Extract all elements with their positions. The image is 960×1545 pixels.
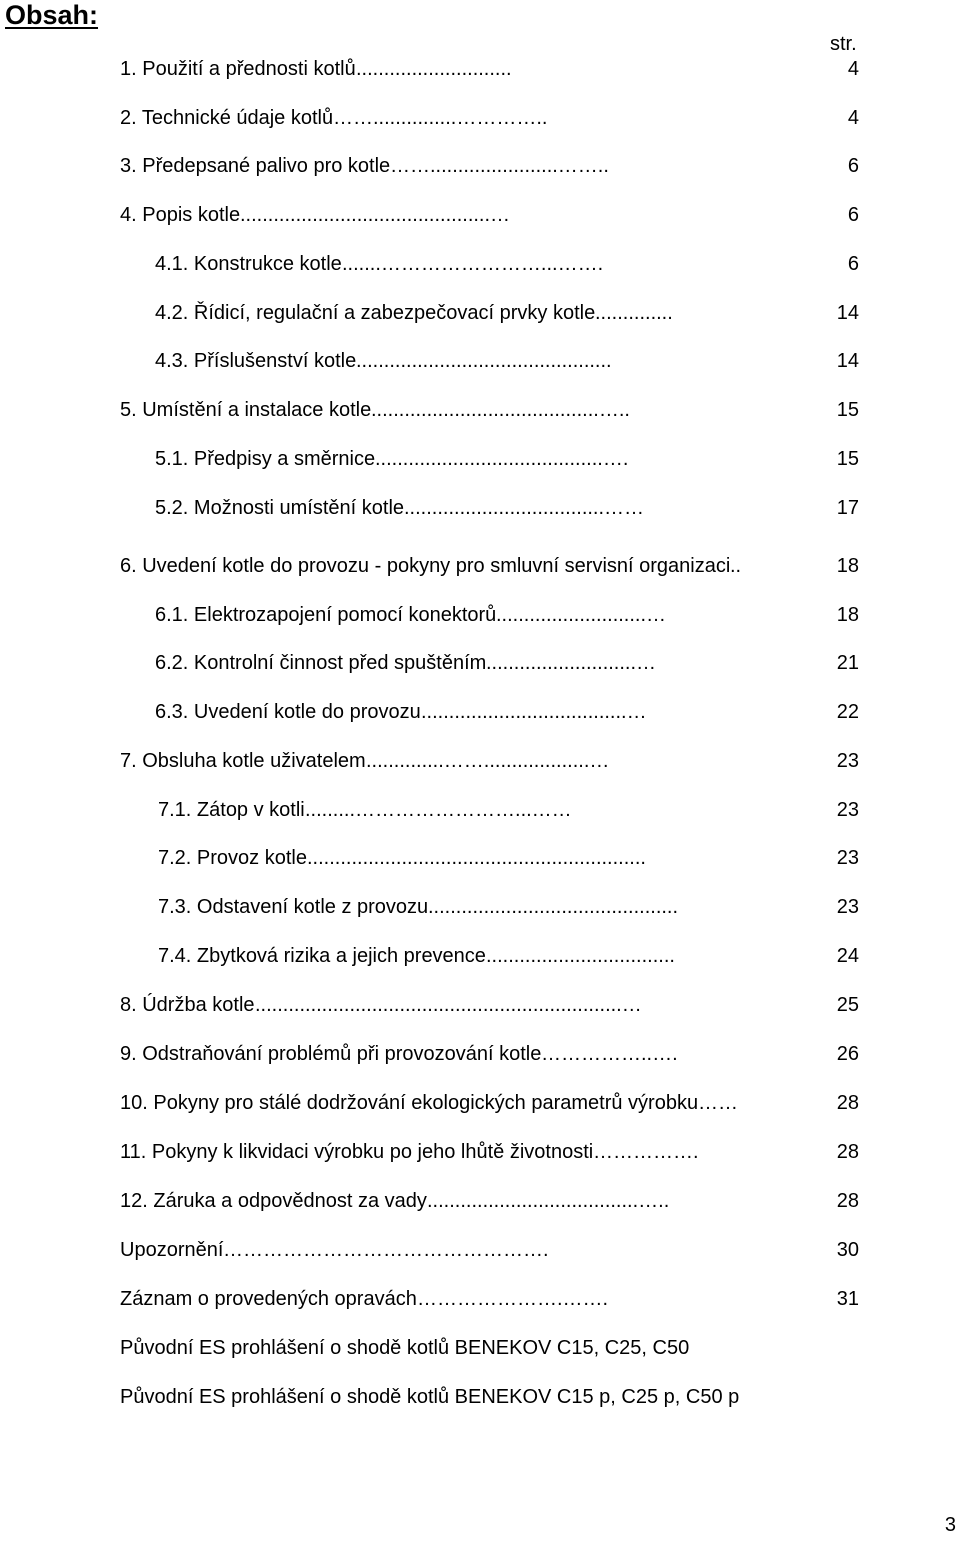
toc-entry-page: 15 [836,448,859,470]
toc-entry-title: 5. Umístění a instalace kotle [120,399,372,421]
toc-entry [0,990,960,1020]
toc-entry-page: 23 [836,847,859,869]
toc-entry-leader: .......……………………...……. [342,253,604,275]
toc-entry-page: 15 [836,399,859,421]
toc-entry-title: 10. Pokyny pro stálé dodržování ekologických parametrů výrobku [120,1092,699,1114]
toc-entry-page: 26 [836,1043,859,1065]
toc-entry-leader: ..............……...................… [366,750,610,772]
toc-entry-title: 4.1. Konstrukce kotle [155,253,342,275]
toc-entry-leader: ............................................. [428,896,679,918]
toc-entry-page: 22 [836,701,859,723]
toc-entry-page: 6 [847,253,859,275]
toc-entry [0,103,960,133]
toc-entry-title: 1. Použití a přednosti kotlů [120,58,356,80]
toc-entry-page: 25 [836,994,859,1016]
toc-entry-leader: …………………………………………. [223,1239,549,1261]
toc-entry-title: Původní ES prohlášení o shodě kotlů BENEKOV C15, C25, C50 [120,1337,690,1359]
toc-entry-title: 9. Odstraňování problémů při provozování kotle [120,1043,542,1065]
toc-entry-title: 4.3. Příslušenství kotle [155,350,357,372]
toc-entry-title: 3. Předepsané palivo pro kotle [120,155,391,177]
toc-entry-leader: ………………….……. [417,1288,609,1310]
toc-entry-title: 5.2. Možnosti umístění kotle [155,497,405,519]
toc-entry-title: 6.2. Kontrolní činnost před spuštěním [155,652,487,674]
toc-entry [0,941,960,971]
toc-entry-leader: ..................................................................… [255,994,642,1016]
toc-entry [0,600,960,630]
toc-entry [0,249,960,279]
toc-entry-leader: ……………..…. [541,1043,678,1065]
toc-entry [0,843,960,873]
toc-entry-page: 28 [836,1190,859,1212]
toc-entry [0,1039,960,1069]
toc-entry-leader: .....................................… [421,701,647,723]
toc-entry-page: 21 [836,652,859,674]
toc-entry [0,493,960,523]
toc-entry-title: 6.1. Elektrozapojení pomocí konektorů [155,604,497,626]
toc-entry-page: 14 [836,350,859,372]
toc-entry [0,200,960,230]
page-column-label: str. [830,33,857,55]
toc-entry-page: 6 [847,204,859,226]
toc-entry-title: Původní ES prohlášení o shodě kotlů BENEKOV C15 p, C25 p, C50 p [120,1386,740,1408]
toc-entry [0,444,960,474]
toc-entry-page: 4 [847,107,859,129]
toc-entry-leader: .. [730,555,742,577]
toc-entry [0,151,960,181]
toc-entry-page: 23 [836,750,859,772]
toc-entry [0,54,960,84]
toc-entry-page: 18 [836,555,859,577]
toc-entry-title: 7. Obsluha kotle uživatelem [120,750,366,772]
toc-entry [0,1186,960,1216]
toc-entry-page: 6 [847,155,859,177]
toc-entry-page: 28 [836,1092,859,1114]
toc-entry-leader: ....................................…… [404,497,645,519]
toc-entry-title: 4. Popis kotle [120,204,241,226]
toc-entry [0,1137,960,1167]
toc-entry-page: 18 [836,604,859,626]
toc-entry [0,395,960,425]
toc-entry-title: 4.2. Řídicí, regulační a zabezpečovací prvky kotle [155,302,596,324]
toc-title: Obsah: [5,0,99,30]
toc-entry-page: 23 [836,799,859,821]
toc-entry-leader: …… [698,1092,738,1114]
toc-entry-leader: ……………. [593,1141,699,1163]
toc-entry-title: 7.4. Zbytková rizika a jejich prevence [158,945,486,967]
toc-entry-title: Upozornění [120,1239,224,1261]
toc-entry-leader: ...........................… [496,604,667,626]
toc-entry-leader: ......................................….. [427,1190,670,1212]
toc-entry-page: 24 [836,945,859,967]
toc-entry-page: 31 [836,1288,859,1310]
toc-entry-leader: ............................ [356,58,512,80]
toc-entry [0,1333,960,1363]
toc-entry-title: 7.1. Zátop v kotli [158,799,305,821]
toc-entry [0,892,960,922]
toc-entry-leader: .............. [595,302,673,324]
toc-entry-title: 6. Uvedení kotle do provozu - pokyny pro smluvní servisní organizaci [120,555,731,577]
toc-entry [0,648,960,678]
toc-entry-title: 7.2. Provoz kotle [158,847,307,869]
toc-entry-leader: .............................................… [240,204,511,226]
toc-entry-title: Záznam o provedených opravách [120,1288,417,1310]
toc-entry-leader: .........................................…. [375,448,629,470]
toc-entry-title: 8. Údržba kotle [120,994,255,1016]
toc-entry-leader: .........……………………...…… [305,799,572,821]
toc-entry-leader: …….......................…….. [390,155,609,177]
toc-entry-leader: .........................................….. [371,399,630,421]
toc-entry-leader: .................................. [486,945,675,967]
toc-entry-title: 5.1. Předpisy a směrnice [155,448,376,470]
toc-entry [0,298,960,328]
toc-entry [0,795,960,825]
toc-entry-leader: .............................................. [356,350,612,372]
toc-entry-title: 7.3. Odstavení kotle z provozu [158,896,429,918]
toc-entry-page: 4 [847,58,859,80]
toc-entry [0,551,960,581]
toc-entry [0,1382,960,1412]
toc-entry-title: 2. Technické údaje kotlů [120,107,334,129]
toc-entry-page: 23 [836,896,859,918]
toc-entry-leader: ……...............………….. [333,107,548,129]
toc-entry-title: 11. Pokyny k likvidaci výrobku po jeho lhůtě životnosti [120,1141,594,1163]
toc-entry-page: 14 [836,302,859,324]
toc-entry-page: 30 [836,1239,859,1261]
toc-entry [0,346,960,376]
page-number: 3 [944,1514,956,1536]
toc-entry [0,1088,960,1118]
toc-entry [0,697,960,727]
toc-entry [0,1284,960,1314]
toc-entry [0,1235,960,1265]
toc-entry-page: 17 [836,497,859,519]
toc-entry-title: 12. Záruka a odpovědnost za vady [120,1190,427,1212]
toc-entry-leader: ...........................… [486,652,657,674]
toc-entry-title: 6.3. Uvedení kotle do provozu [155,701,421,723]
toc-entry-page: 28 [836,1141,859,1163]
toc-entry-leader: ............................................................. [307,847,646,869]
toc-entry [0,746,960,776]
